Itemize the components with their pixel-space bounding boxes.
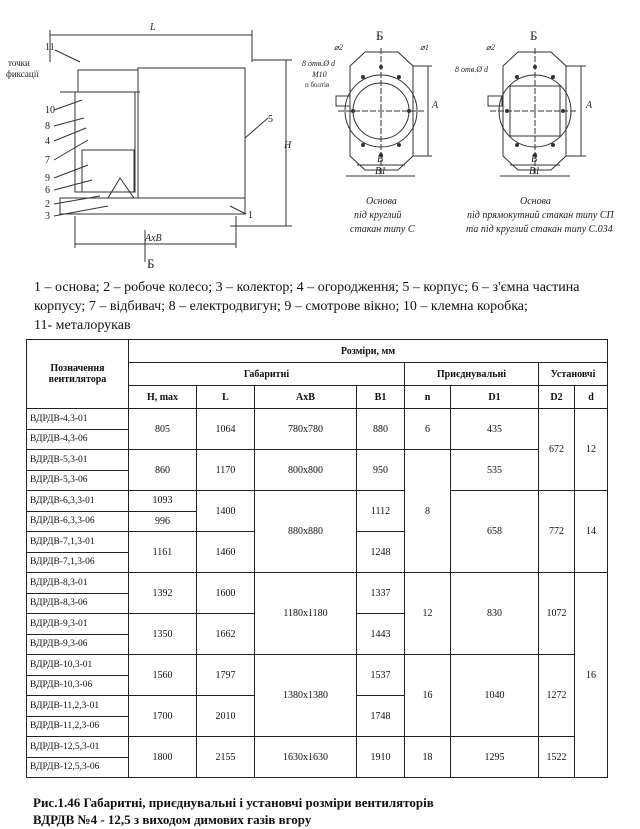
callout-7: 7 — [45, 155, 50, 166]
model-cell: ВДРДВ-8,3-06 — [27, 593, 129, 614]
view2-holes: 8 отв.Ø d — [455, 65, 489, 74]
table-row — [27, 655, 608, 676]
cell-d: 16 — [575, 573, 608, 778]
cell-n: 18 — [405, 737, 451, 778]
figure-caption — [33, 794, 434, 828]
callout-2: 2 — [45, 199, 50, 210]
model-cell: ВДРДВ-12,5,3-06 — [27, 757, 129, 778]
header-installation: Установчі — [539, 363, 608, 386]
cell-hmax: 1700 — [129, 696, 197, 737]
table-row — [27, 409, 608, 430]
cell-n: 8 — [405, 450, 451, 573]
section-mark-bottom: Б — [147, 256, 155, 271]
model-cell: ВДРДВ-10,3-01 — [27, 655, 129, 676]
cell-axb: 780x780 — [255, 409, 357, 450]
legend-line-2: корпусу; 7 – відбивач; 8 – електродвигун; 9 – смотрове вікно; 10 – клемна коробка; — [34, 299, 528, 314]
cell-l: 1797 — [197, 655, 255, 696]
view1-dim-A: A — [432, 100, 439, 111]
cell-axb: 880x880 — [255, 491, 357, 573]
model-cell: ВДРДВ-4,3-06 — [27, 429, 129, 450]
cell-d1: 830 — [451, 573, 539, 655]
col-n: n — [405, 386, 451, 409]
cell-d2: 1522 — [539, 737, 575, 778]
view1-dim-B: B — [377, 154, 384, 165]
view2-caption-3: та під круглий стакан типу С.034 — [466, 224, 613, 235]
table-row — [27, 450, 608, 471]
view2-title: Б — [530, 28, 538, 43]
callout-10: 10 — [45, 105, 55, 116]
cell-hmax: 1800 — [129, 737, 197, 778]
cell-b1: 880 — [357, 409, 405, 450]
cell-d1: 435 — [451, 409, 539, 450]
cell-hmax: 1093 — [129, 491, 197, 512]
cell-b1: 1748 — [357, 696, 405, 737]
callout-6: 6 — [45, 185, 50, 196]
impeller-outline — [108, 178, 134, 198]
view1-d2: ⌀2 — [334, 43, 343, 52]
cell-l: 1064 — [197, 409, 255, 450]
cell-b1: 1248 — [357, 532, 405, 573]
cell-l: 1400 — [197, 491, 255, 532]
model-cell: ВДРДВ-12,5,3-01 — [27, 737, 129, 758]
cell-d: 14 — [575, 491, 608, 573]
model-cell: ВДРДВ-9,3-01 — [27, 614, 129, 635]
callout-4: 4 — [45, 136, 50, 147]
model-cell: ВДРДВ-5,3-01 — [27, 450, 129, 471]
cell-d1: 535 — [451, 450, 539, 491]
cell-b1: 1443 — [357, 614, 405, 655]
cell-hmax: 860 — [129, 450, 197, 491]
cell-hmax: 1350 — [129, 614, 197, 655]
view2-caption-2: під прямокутний стакан типу СП — [467, 210, 614, 221]
cell-axb: 1180x1180 — [255, 573, 357, 655]
model-cell: ВДРДВ-5,3-06 — [27, 470, 129, 491]
cell-d2: 1272 — [539, 655, 575, 737]
col-axb: AxB — [255, 386, 357, 409]
cell-axb: 1630x1630 — [255, 737, 357, 778]
callout-11: 11 — [45, 42, 55, 53]
view1-bolt-m10: M10 — [312, 70, 327, 79]
cell-axb: 1380x1380 — [255, 655, 357, 737]
cell-hmax: 1560 — [129, 655, 197, 696]
cell-b1: 1112 — [357, 491, 405, 532]
callout-5: 5 — [268, 114, 273, 125]
base-outline — [60, 198, 245, 214]
cell-hmax: 1161 — [129, 532, 197, 573]
cell-n: 16 — [405, 655, 451, 737]
model-cell: ВДРДВ-7,1,3-01 — [27, 532, 129, 553]
cell-d1: 1295 — [451, 737, 539, 778]
table-row — [27, 737, 608, 758]
col-d1: D1 — [451, 386, 539, 409]
view2-dim-B1: B1 — [529, 166, 541, 177]
callout-3: 3 — [45, 211, 50, 222]
cell-d: 12 — [575, 409, 608, 491]
view2-caption-1: Основа — [520, 196, 551, 207]
technical-drawing — [0, 0, 640, 275]
view1-caption-2: під круглий — [354, 210, 402, 221]
col-d2: D2 — [539, 386, 575, 409]
cell-d2: 1072 — [539, 573, 575, 655]
header-overall: Габаритні — [129, 363, 405, 386]
cell-b1: 1910 — [357, 737, 405, 778]
cell-l: 2155 — [197, 737, 255, 778]
model-cell: ВДРДВ-11,2,3-06 — [27, 716, 129, 737]
callout-1: 1 — [248, 210, 253, 221]
cell-b1: 1537 — [357, 655, 405, 696]
cell-l: 2010 — [197, 696, 255, 737]
header-connecting: Приєднувальні — [405, 363, 539, 386]
legend-line-3: 11- металорукав — [34, 318, 131, 333]
cell-l: 1460 — [197, 532, 255, 573]
cell-axb: 800x800 — [255, 450, 357, 491]
model-cell: ВДРДВ-11,2,3-01 — [27, 696, 129, 717]
model-cell: ВДРДВ-10,3-06 — [27, 675, 129, 696]
col-h-max: H, max — [129, 386, 197, 409]
label-L: L — [150, 22, 156, 33]
label-H: H — [284, 140, 292, 151]
callout-9: 9 — [45, 173, 50, 184]
cell-d2: 672 — [539, 409, 575, 491]
model-cell: ВДРДВ-6,3,3-01 — [27, 491, 129, 512]
cell-l: 1170 — [197, 450, 255, 491]
dimensions-table — [26, 339, 608, 778]
cell-hmax: 1392 — [129, 573, 197, 614]
table-row — [27, 491, 608, 512]
view1-title: Б — [376, 28, 384, 43]
caption-line-1: Рис.1.46 Габаритні, приєднувальні і установчі розміри вентиляторів — [33, 795, 434, 810]
header-dimensions: Розміри, мм — [129, 340, 608, 363]
label-AxB: AxB — [145, 233, 162, 244]
label-fixation-2: фиксації — [6, 69, 39, 79]
parts-legend — [34, 278, 634, 335]
label-fixation-1: точки — [8, 58, 30, 68]
model-cell: ВДРДВ-8,3-01 — [27, 573, 129, 594]
cell-d1: 658 — [451, 491, 539, 573]
cell-b1: 1337 — [357, 573, 405, 614]
callout-8: 8 — [45, 121, 50, 132]
view1-d1: ⌀1 — [420, 43, 429, 52]
cell-n: 12 — [405, 573, 451, 655]
top-cowl — [78, 70, 138, 92]
view2-dim-B: B — [531, 154, 538, 165]
cell-n: 6 — [405, 409, 451, 450]
cell-hmax: 996 — [129, 511, 197, 532]
view1-holes: 8 отв.Ø d — [302, 59, 336, 68]
view2-dim-A: A — [586, 100, 593, 111]
caption-line-2: ВДРДВ №4 - 12,5 з виходом димових газів вгору — [33, 812, 312, 827]
model-cell: ВДРДВ-7,1,3-06 — [27, 552, 129, 573]
col-d: d — [575, 386, 608, 409]
col-l: L — [197, 386, 255, 409]
cell-d2: 772 — [539, 491, 575, 573]
view1-caption-1: Основа — [366, 196, 397, 207]
view1-dim-B1: B1 — [375, 166, 387, 177]
model-cell: ВДРДВ-9,3-06 — [27, 634, 129, 655]
header-model: Позначення вентилятора — [27, 340, 129, 409]
col-b1: B1 — [357, 386, 405, 409]
model-cell: ВДРДВ-6,3,3-06 — [27, 511, 129, 532]
cell-d1: 1040 — [451, 655, 539, 737]
view1-bolts: п болтів — [305, 81, 330, 89]
view1-caption-3: стакан типу С — [350, 224, 415, 235]
view2-d2: ⌀2 — [486, 43, 495, 52]
cell-l: 1662 — [197, 614, 255, 655]
fan-housing — [138, 68, 245, 198]
cell-hmax: 805 — [129, 409, 197, 450]
legend-line-1: 1 – основа; 2 – робоче колесо; 3 – колектор; 4 – огородження; 5 – корпус; 6 – з'ємна частина — [34, 280, 580, 295]
model-cell: ВДРДВ-4,3-01 — [27, 409, 129, 430]
cell-b1: 950 — [357, 450, 405, 491]
cell-l: 1600 — [197, 573, 255, 614]
table-row — [27, 573, 608, 594]
